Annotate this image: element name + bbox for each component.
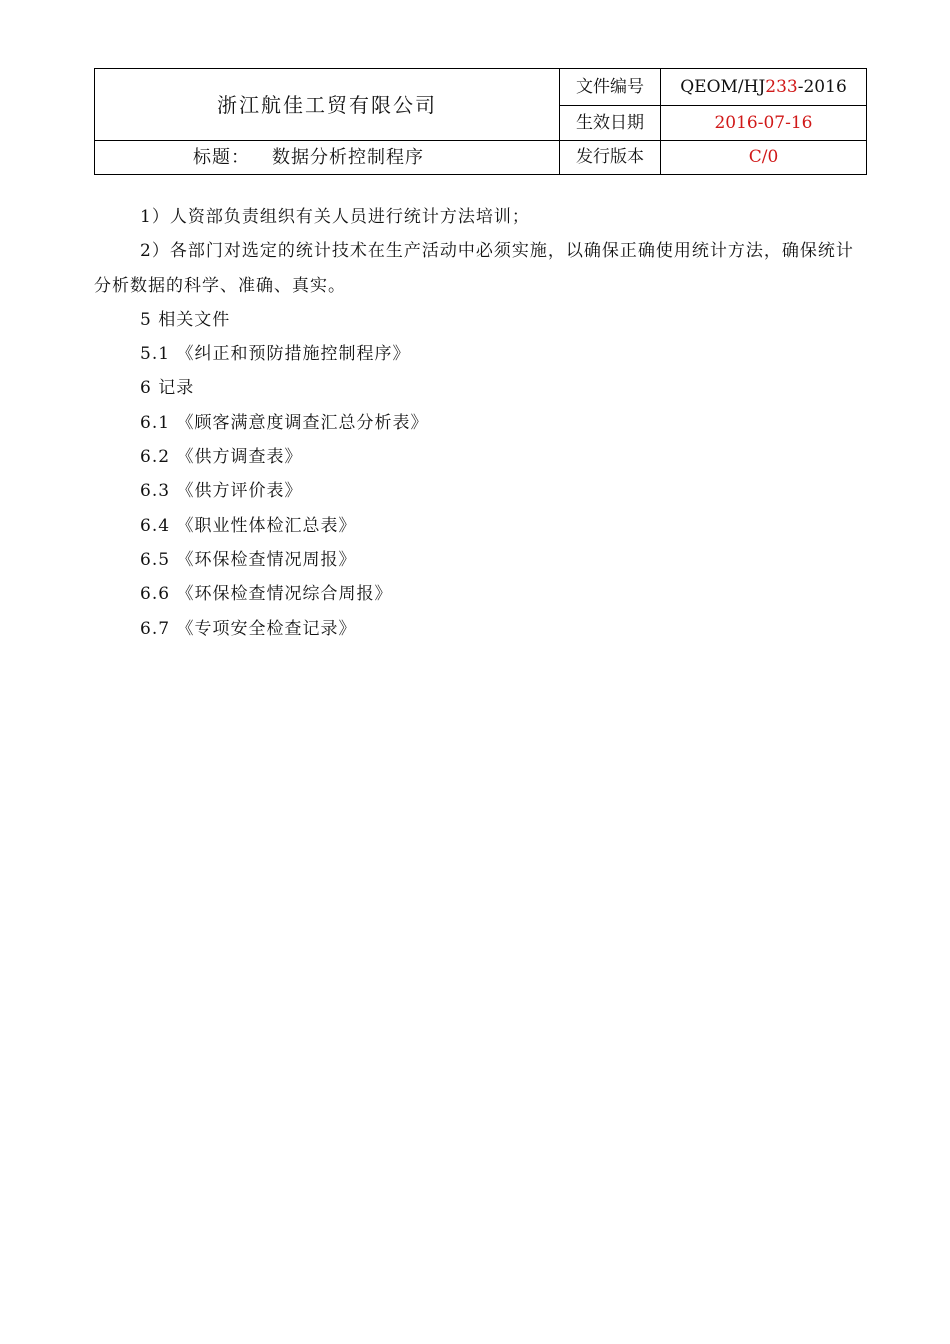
body-item-1: 1）人资部负责组织有关人员进行统计方法培训； (140, 207, 530, 227)
document-header-table (94, 68, 867, 175)
effective-date-label: 生效日期 (560, 106, 661, 141)
body-item-2: 2）各部门对选定的统计技术在生产活动中必须实施，以确保正确使用统计方法，确保统计分析数据的科学、准确、真实。 (94, 241, 854, 296)
record-item: 6.3 《供方评价表》 (140, 481, 303, 502)
record-item: 6.1 《顾客满意度调查汇总分析表》 (140, 412, 429, 433)
record-item: 6.2 《供方调查表》 (140, 447, 303, 468)
doc-number-value (661, 69, 867, 106)
version-value: C/0 (661, 141, 867, 175)
doc-number-prefix: QEOM/HJ (680, 76, 766, 97)
doc-number-suffix: -2016 (797, 76, 847, 97)
effective-date-value: 2016-07-16 (661, 106, 867, 141)
related-doc-item: 5.1 《纠正和预防措施控制程序》 (140, 344, 411, 365)
company-name: 浙江航佳工贸有限公司 (95, 69, 560, 141)
record-item: 6.5 《环保检查情况周报》 (140, 549, 357, 570)
record-item: 6.6 《环保检查情况综合周报》 (140, 584, 393, 605)
doc-number-highlight: 233 (765, 76, 798, 97)
document-title (95, 141, 560, 175)
document-body (94, 200, 866, 646)
record-item: 6.7 《专项安全检查记录》 (140, 618, 357, 639)
section-heading-related-docs: 5 相关文件 (140, 309, 231, 330)
section-heading-records: 6 记录 (140, 378, 195, 399)
record-item: 6.4 《职业性体检汇总表》 (140, 515, 357, 536)
version-label: 发行版本 (560, 141, 661, 175)
title-value: 数据分析控制程序 (272, 146, 424, 168)
title-label: 标题： (193, 146, 250, 168)
doc-number-label: 文件编号 (560, 69, 661, 106)
